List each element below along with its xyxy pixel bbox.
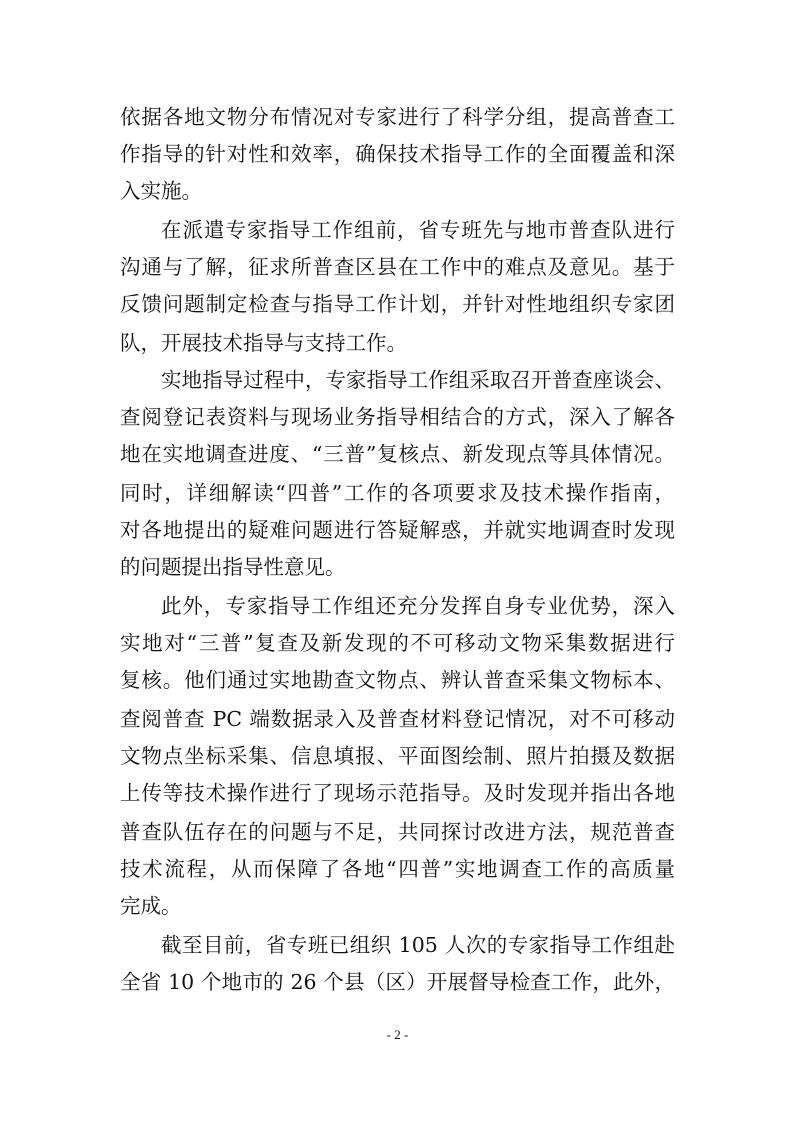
text-line: 反馈问题制定检查与指导工作计划，并针对性地组织专家团	[120, 292, 675, 316]
text-line: 队，开展技术指导与支持工作。	[120, 331, 407, 355]
text-line: 实地对“三普”复查及新发现的不可移动文物采集数据进行	[120, 631, 675, 655]
text-line: 作指导的针对性和效率，确保技术指导工作的全面覆盖和深	[120, 142, 675, 166]
text-line: 的问题提出指导性意见。	[120, 555, 346, 579]
text-line: 技术流程，从而保障了各地“四普”实地调查工作的高质量	[120, 857, 675, 881]
paragraph-first-line: 实地指导过程中，专家指导工作组采取召开普查座谈会、	[161, 368, 675, 392]
text-line: 沟通与了解，征求所普查区县在工作中的难点及意见。基于	[120, 255, 675, 279]
text-line: 地在实地调查进度、“三普”复核点、新发现点等具体情况。	[120, 442, 675, 466]
text-line: 查阅普查 PC 端数据录入及普查材料登记情况，对不可移动	[120, 707, 675, 731]
text-line: 对各地提出的疑难问题进行答疑解惑，并就实地调查时发现	[120, 518, 675, 542]
text-line: 复核。他们通过实地勘查文物点、辨认普查采集文物标本、	[120, 668, 675, 692]
text-line: 入实施。	[120, 179, 202, 203]
text-line: 文物点坐标采集、信息填报、平面图绘制、照片拍摄及数据	[120, 744, 675, 768]
paragraph-first-line: 在派遣专家指导工作组前，省专班先与地市普查队进行	[161, 218, 675, 242]
text-line: 同时，详细解读“四普”工作的各项要求及技术操作指南，	[120, 481, 675, 505]
text-line: 普查队伍存在的问题与不足，共同探讨改进方法，规范普查	[120, 820, 675, 844]
page-number: - 2 -	[386, 1027, 409, 1042]
text-line: 依据各地文物分布情况对专家进行了科学分组，提高普查工	[120, 105, 675, 129]
paragraph-first-line: 此外，专家指导工作组还充分发挥自身专业优势，深入	[161, 594, 675, 618]
text-line: 查阅登记表资料与现场业务指导相结合的方式，深入了解各	[120, 405, 675, 429]
text-line: 上传等技术操作进行了现场示范指导。及时发现并指出各地	[120, 781, 675, 805]
paragraph-first-line: 截至目前，省专班已组织 105 人次的专家指导工作组赴	[161, 933, 675, 957]
text-line: 完成。	[120, 894, 182, 918]
text-line: 全省 10 个地市的 26 个县（区）开展督导检查工作，此外，	[120, 970, 675, 994]
